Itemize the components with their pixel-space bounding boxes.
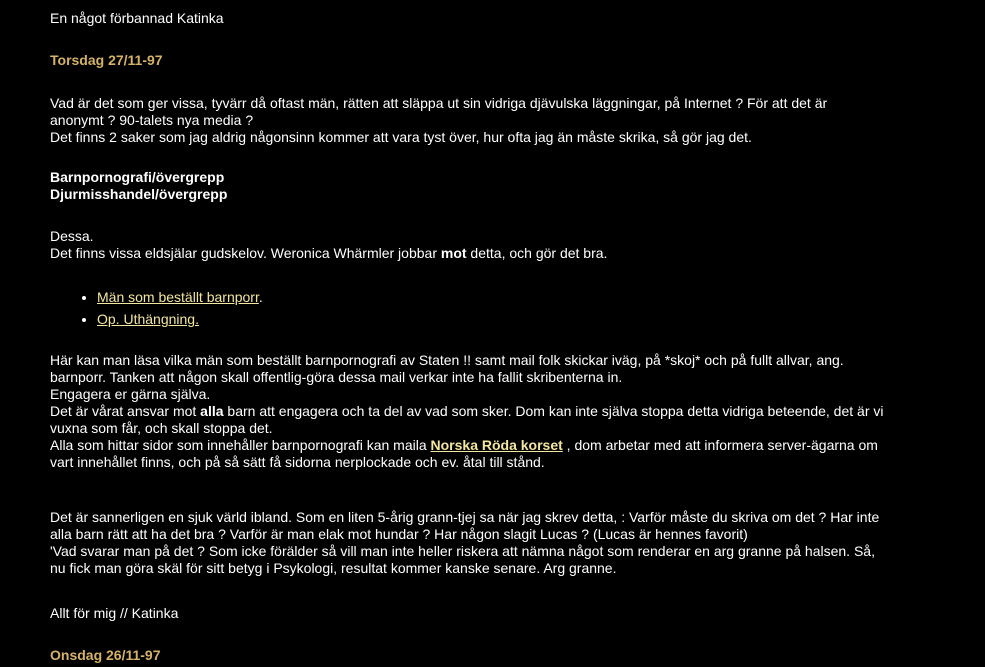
info-paragraph <box>50 352 970 471</box>
firesouls-line <box>50 245 607 262</box>
info-line: Här kan man läsa vilka män som beställt barnpornografi av Staten !! samt mail folk skickar iväg, på *skoj* och på fullt allvar, ang. <box>50 352 844 368</box>
intro-line: Vad är det som ger vissa, tyvärr då oftast män, rätten att släppa ut sin vidriga djävulska läggningar, på Internet ? För att det är <box>50 95 828 111</box>
link-men-ordered[interactable]: Män som beställt barnporr <box>97 289 259 305</box>
info-text: Det är vårat ansvar mot <box>50 403 201 419</box>
reflection-line: nu fick man göra skäl för sitt betyg i Psykologi, resultat kommer kanske senare. Arg granne. <box>50 560 617 576</box>
info-line <box>50 437 970 454</box>
topic-animal-abuse: Djurmisshandel/övergrepp <box>50 186 228 202</box>
dessa-paragraph <box>50 228 607 262</box>
signoff: Allt för mig // Katinka <box>50 605 179 621</box>
info-emphasis: alla <box>200 403 224 419</box>
link-list <box>50 289 263 333</box>
info-line <box>50 403 970 420</box>
info-text-end: , dom arbetar med att informera server-ägarna om <box>562 437 878 453</box>
info-line: vart innehållet finns, och på så sätt få sidorna nerplockade och ev. åtal till stånd. <box>50 454 545 470</box>
list-item <box>97 311 263 328</box>
info-line: vuxna som får, och skall stoppa det. <box>50 420 273 436</box>
firesouls-emphasis: mot <box>440 245 467 261</box>
link-op-uthangning[interactable]: Op. Uthängning. <box>97 311 199 327</box>
firesouls-text-end: detta, och gör det bra. <box>466 245 608 261</box>
intro-line: anonymt ? 90-talets nya media ? <box>50 112 254 128</box>
intro-line: Det finns 2 saker som jag aldrig någonsinn kommer att vara tyst över, hur ofta jag än måste skrika, så gör jag det. <box>50 129 752 145</box>
link-suffix: . <box>258 289 263 305</box>
reflection-line: alla barn rätt att ha det bra ? Varför är man elak mot hundar ? Har någon slagit Lucas ? (Lucas är hennes favorit) <box>50 526 748 542</box>
entry-date: Onsdag 26/11-97 <box>50 647 161 663</box>
dessa-line: Dessa. <box>50 228 94 244</box>
topics <box>50 169 227 203</box>
info-line: Engagera er gärna själva. <box>50 386 211 402</box>
list-item <box>97 289 263 306</box>
firesouls-text: Det finns vissa eldsjälar gudskelov. Weronica Whärmler jobbar <box>50 245 441 261</box>
info-line: barnporr. Tanken att någon skall offentlig-göra dessa mail verkar inte ha fallit skribenterna in. <box>50 369 623 385</box>
intro-paragraph <box>50 95 970 146</box>
info-text: Alla som hittar sidor som innehåller barnpornografi kan maila <box>50 437 431 453</box>
reflection-line: 'Vad svarar man på det ? Som icke förälder så vill man inte heller riskera att nämna något som renderar en arg granne på halsen. Så, <box>50 543 875 559</box>
topic-child-abuse: Barnpornografi/övergrepp <box>50 169 225 185</box>
entry-date: Torsdag 27/11-97 <box>50 52 163 68</box>
page-title: En något förbannad Katinka <box>50 10 224 26</box>
info-text-end: barn att engagera och ta del av vad som sker. Dom kan inte själva stoppa detta vidriga beteende, det är vi <box>223 403 884 419</box>
reflection-line: Det är sannerligen en sjuk värld ibland. Som en liten 5-årig grann-tjej sa när jag skrev detta, : Varför måste du skriva om det ? Har inte <box>50 509 880 525</box>
link-norska-roda-korset[interactable]: Norska Röda korset <box>430 437 563 453</box>
reflection-paragraph <box>50 509 970 577</box>
